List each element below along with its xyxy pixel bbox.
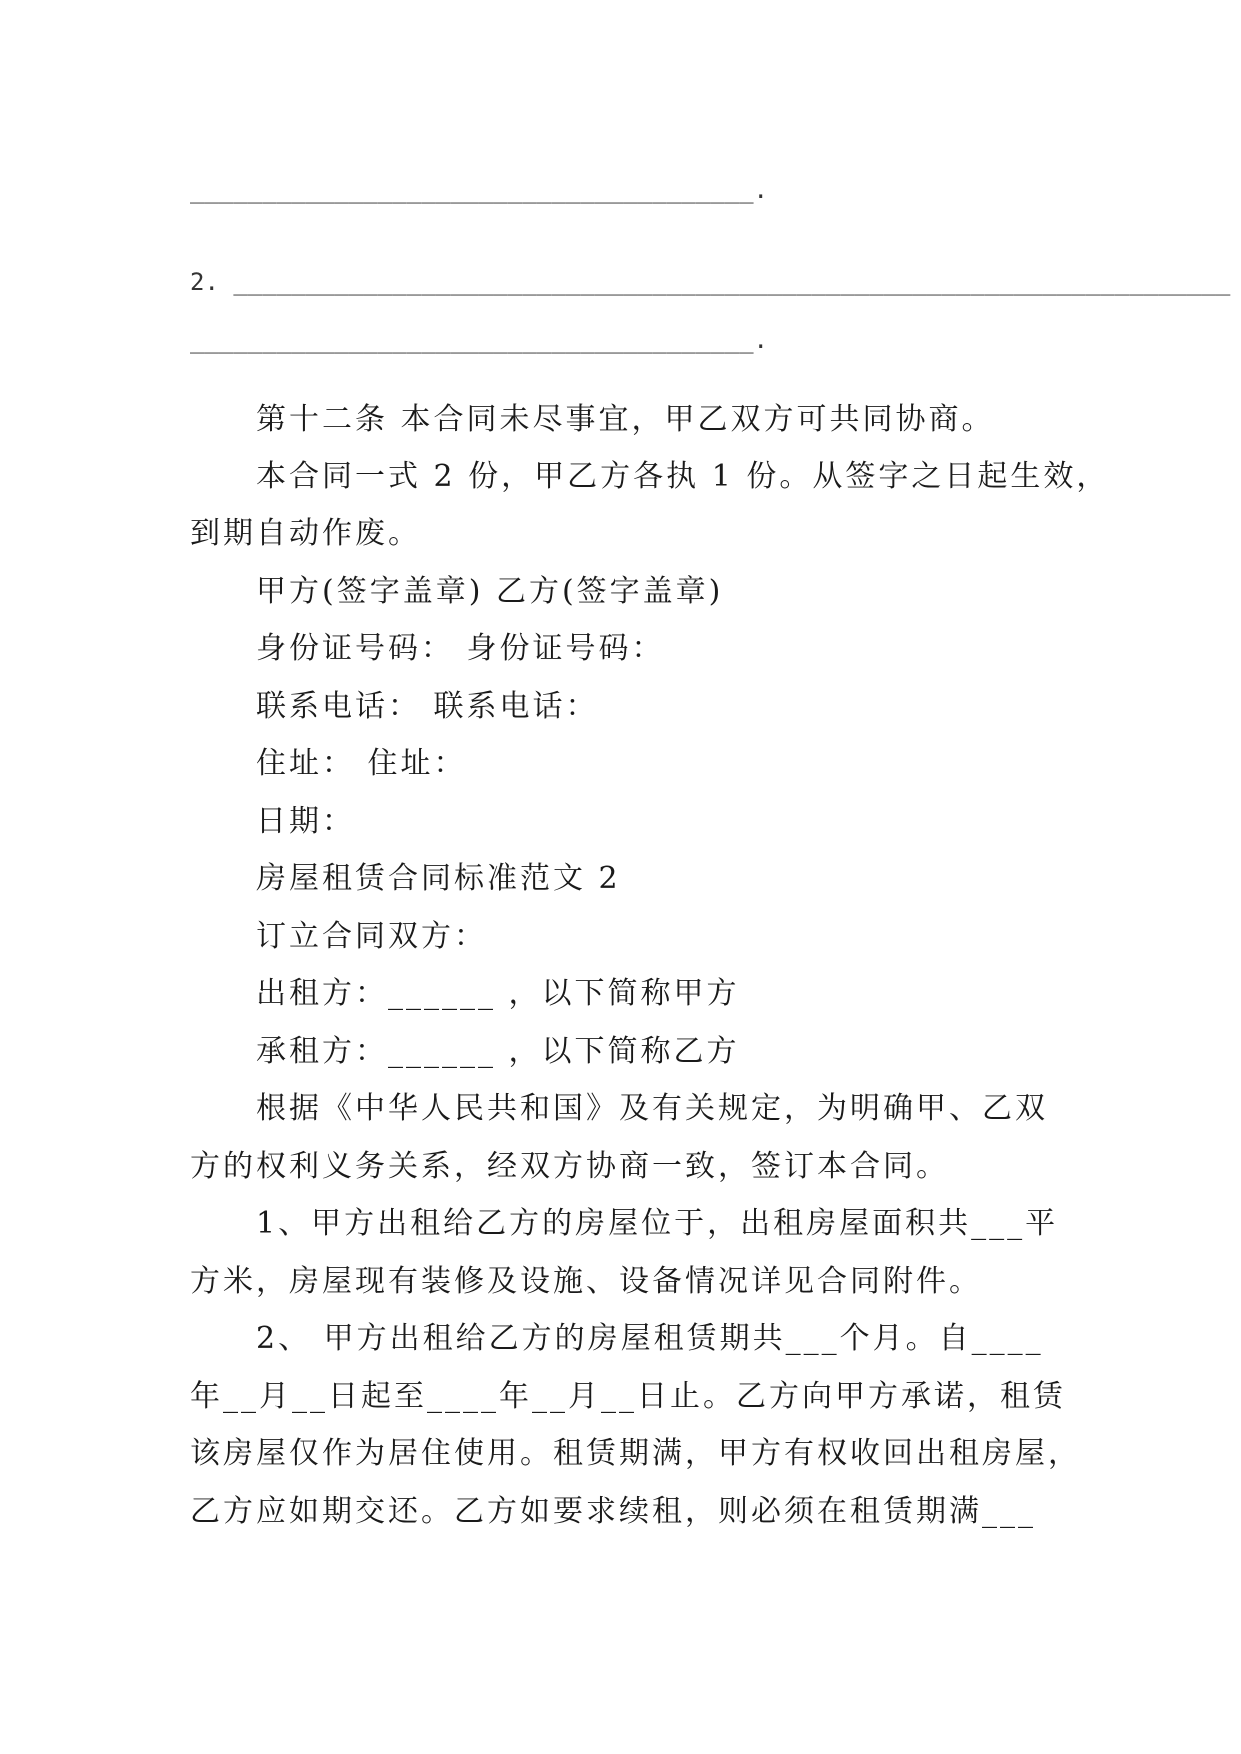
blank-line: _______________________________________. (190, 326, 768, 354)
lessee-line: 承租方：______ ，以下简称乙方 (256, 1034, 740, 1069)
paragraph: 根据《中华人民共和国》及有关规定，为明确甲、乙双 (256, 1091, 1048, 1126)
clause-2: 2、 甲方出租给乙方的房屋租赁期共___个月。自____ (256, 1321, 1044, 1356)
clause-2-continuation: 乙方应如期交还。乙方如要求续租，则必须在租赁期满___ (190, 1494, 1036, 1529)
address-line: 住址： 住址： (256, 746, 467, 781)
id-number-line: 身份证号码： 身份证号码： (256, 631, 665, 666)
parties-heading: 订立合同双方： (256, 919, 487, 954)
section-title: 房屋租赁合同标准范文 2 (256, 861, 621, 896)
clause-12: 第十二条 本合同未尽事宜，甲乙双方可共同协商。 (256, 402, 995, 437)
clause-1-continuation: 方米，房屋现有装修及设施、设备情况详见合同附件。 (190, 1264, 982, 1299)
clause-2-continuation: 年__月__日起至____年__月__日止。乙方向甲方承诺，租赁 (190, 1379, 1066, 1414)
paragraph-continuation: 方的权利义务关系，经双方协商一致，签订本合同。 (190, 1149, 949, 1184)
phone-line: 联系电话： 联系电话： (256, 689, 599, 724)
signature-line: 甲方(签字盖章) 乙方(签字盖章) (256, 574, 724, 609)
paragraph-continuation: 到期自动作废。 (190, 516, 421, 551)
clause-2-continuation: 该房屋仅作为居住使用。租赁期满，甲方有权收回出租房屋， (190, 1436, 1081, 1471)
clause-item-2-blank: 2. _____________________________________________________________________ (190, 268, 1231, 296)
lessor-line: 出租方：______ ，以下简称甲方 (256, 976, 740, 1011)
date-line: 日期： (256, 804, 355, 839)
clause-1: 1、甲方出租给乙方的房屋位于，出租房屋面积共___平 (256, 1206, 1059, 1241)
blank-line: _______________________________________. (190, 176, 768, 204)
paragraph: 本合同一式 2 份，甲乙方各执 1 份。从签字之日起生效， (256, 459, 1110, 494)
